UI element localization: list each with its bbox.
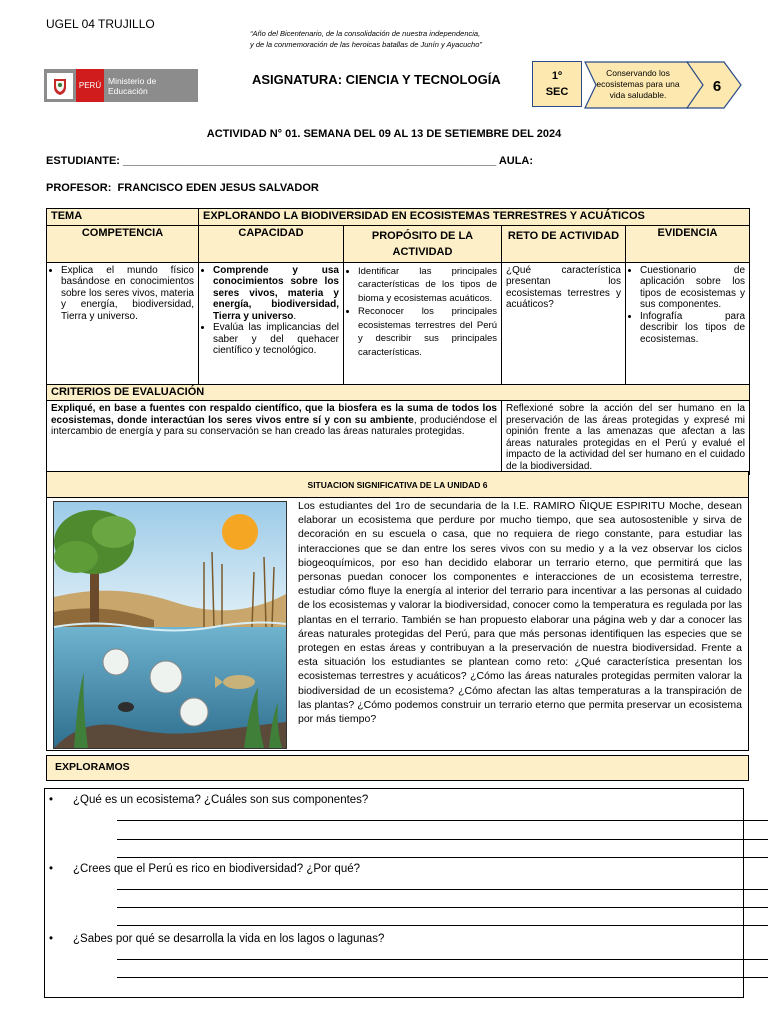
criterios-label: CRITERIOS DE EVALUACIÓN — [47, 384, 750, 401]
answer-line[interactable] — [117, 820, 768, 821]
reto-text: ¿Qué característica presentan los ecosistemas terrestres y acuáticos? — [506, 264, 621, 310]
competencia-item: • Explica el mundo físico basándose en conocimientos sobre los seres vivos, materia y energía, biodiversidad, Tierra y universo. — [61, 265, 194, 323]
tema-value: EXPLORANDO LA BIODIVERSIDAD EN ECOSISTEMAS TERRESTRES Y ACUÁTICOS — [199, 209, 750, 226]
header-evidencia: EVIDENCIA — [626, 225, 750, 262]
evidencia-cell — [626, 262, 750, 384]
year-motto — [250, 28, 510, 50]
ecosystem-illustration — [53, 501, 287, 749]
criterio-2: Reflexioné sobre la acción del ser humano en la preservación de las áreas protegidas y expresé mi opinión frente a las amenazas que afectan a las áreas naturales protegidas en el Perú y evalué el impacto de la actividad del ser humano en el cuidado de la biodiversidad. — [502, 401, 750, 475]
logo-peru-text: PERÚ — [76, 69, 104, 102]
criterio-1-bold: Expliqué, en base a fuentes con respaldo científico, que la biosfera es la suma de todos los ecosistemas, donde interactúan los seres vivos entre sí y con su ambiente — [51, 403, 497, 426]
unit-number: 6 — [712, 78, 722, 95]
evidencia-item-2: • Infografía para describir los tipos de ecosistemas. — [640, 311, 745, 346]
motto-line-2: y de la conmemoración de las heroicas batallas de Junín y Ayacucho” — [250, 40, 482, 49]
unit-title-line-1: Conservando los — [606, 68, 670, 78]
capacidad-item-2: • Evalúa las implicancias del saber y del quehacer científico y tecnológico. — [213, 322, 339, 357]
question-2-text: ¿Crees que el Perú es rico en biodiversidad? ¿Por qué? — [73, 863, 361, 875]
reto-cell — [502, 262, 626, 384]
situation-text: Los estudiantes del 1ro de secundaria de la I.E. RAMIRO ÑIQUE ESPIRITU Moche, desean elaborar un ecosistema que perdure por mucho tiempo, que sea autosostenible y sirva de decoración en su escuela o casa, que no requiera de riego constante, para estudiar las interacciones que se dan entre los seres vivos con su medio y a la vez observar los ciclos biogeoquímicos, por eso han decidido elaborar un terrario eterno, que permitirá que las personas puedan conocer los componentes e interacciones de un ecosistema terrestre, estudiar cómo fluye la energía al interior del terrario para incentivar a las personas al cuidado de los ecosistemas y valorar la biodiversidad, conocer como la temperatura es regulada por las plantas en el terrario. También se han propuesto elaborar una página web y dar a conocer las áreas naturales protegidas del Perú, para que más personas identifiquen las especies que se protegen en estas áreas y contribuyan a la preservación de nuestra biodiversidad. Frente a esta situación los estudiantes se plantean como reto: ¿Qué característica presentan los ecosistemas terrestres y acuáticos? ¿Cómo las áreas naturales protegidas permiten valorar la biodiversidad de un ecosistema? ¿Cómo afectan las altas temperaturas a la transpiración de las plantas? ¿Cómo podemos construir un terrario eterno que permita preservar un ecosistema por más tiempo? — [298, 500, 742, 726]
teacher-label: PROFESOR: — [46, 182, 112, 194]
capacidad-1-bold: Comprende y usa conocimientos sobre los seres vivos, materia y energía, biodiversidad, Tierra y universo — [213, 264, 339, 322]
coat-of-arms-icon — [47, 73, 73, 99]
grade-box — [532, 61, 582, 107]
questions-box — [44, 788, 744, 998]
student-field[interactable]: ESTUDIANTE: _____________________________________________________________ AULA: — [46, 155, 534, 167]
ugel-label: UGEL 04 TRUJILLO — [46, 17, 155, 31]
proposito-item-2: • Reconocer los principales ecosistemas terrestres del Perú y describir sus principales características. — [358, 305, 497, 359]
grade-level: SEC — [545, 86, 569, 98]
capacidad-cell — [199, 262, 344, 384]
evidencia-item-1: • Cuestionario de aplicación sobre los tipos de ecosistemas y sus componentes. — [640, 265, 745, 311]
question-3-bullet: • — [49, 933, 54, 945]
header-capacidad: CAPACIDAD — [199, 225, 344, 262]
proposito-cell — [344, 262, 502, 384]
answer-line[interactable] — [117, 959, 768, 960]
teacher-name: FRANCISCO EDEN JESUS SALVADOR — [117, 182, 319, 194]
logo-ministry-text — [108, 76, 156, 96]
competencia-cell — [47, 262, 199, 384]
capacidad-item-1 — [213, 265, 339, 323]
grade-number: 1º — [551, 70, 563, 82]
teacher-line — [46, 182, 319, 194]
unit-title-line-3: vida saludable. — [609, 90, 667, 100]
question-3-text: ¿Sabes por qué se desarrolla la vida en los lagos o lagunas? — [73, 933, 385, 945]
situation-title: SITUACION SIGNIFICATIVA DE LA UNIDAD 6 — [46, 471, 749, 497]
logo-ministry-line-1: Ministerio de — [108, 75, 157, 86]
answer-line[interactable] — [117, 925, 768, 926]
activity-title: ACTIVIDAD N° 01. SEMANA DEL 09 AL 13 DE SETIEMBRE DEL 2024 — [206, 128, 562, 140]
planning-table — [46, 208, 750, 475]
answer-line[interactable] — [117, 857, 768, 858]
header-proposito: PROPÓSITO DE LA ACTIVIDAD — [344, 225, 502, 262]
question-1-bullet: • — [49, 794, 54, 806]
ministry-logo — [44, 69, 198, 102]
answer-line[interactable] — [117, 839, 768, 840]
logo-ministry-line-2: Educación — [108, 85, 148, 96]
criterio-1 — [47, 401, 502, 475]
subject-title: ASIGNATURA: CIENCIA Y TECNOLOGÍA — [252, 72, 501, 87]
answer-line[interactable] — [117, 889, 768, 890]
header-competencia: COMPETENCIA — [47, 225, 199, 262]
proposito-item-1: • Identificar las principales características de los tipos de bioma y ecosistemas acuáticos. — [358, 265, 497, 306]
motto-line-1: “Año del Bicentenario, de la consolidación de nuestra independencia, — [250, 29, 481, 38]
header-reto: RETO DE ACTIVIDAD — [502, 225, 626, 262]
question-1-text: ¿Qué es un ecosistema? ¿Cuáles son sus componentes? — [73, 794, 369, 806]
criterio-1-rest: , produciéndose el intercambio de energía y para su conservación se han creado las áreas naturales protegidas. — [51, 414, 497, 437]
answer-line[interactable] — [117, 977, 768, 978]
unit-banner — [584, 61, 744, 109]
capacidad-1-end: . — [293, 310, 297, 322]
unit-title-line-2: ecosistemas para una — [596, 79, 680, 89]
explore-title: EXPLORAMOS — [46, 755, 749, 781]
question-2-bullet: • — [49, 863, 54, 875]
answer-line[interactable] — [117, 907, 768, 908]
tema-label: TEMA — [47, 209, 199, 226]
